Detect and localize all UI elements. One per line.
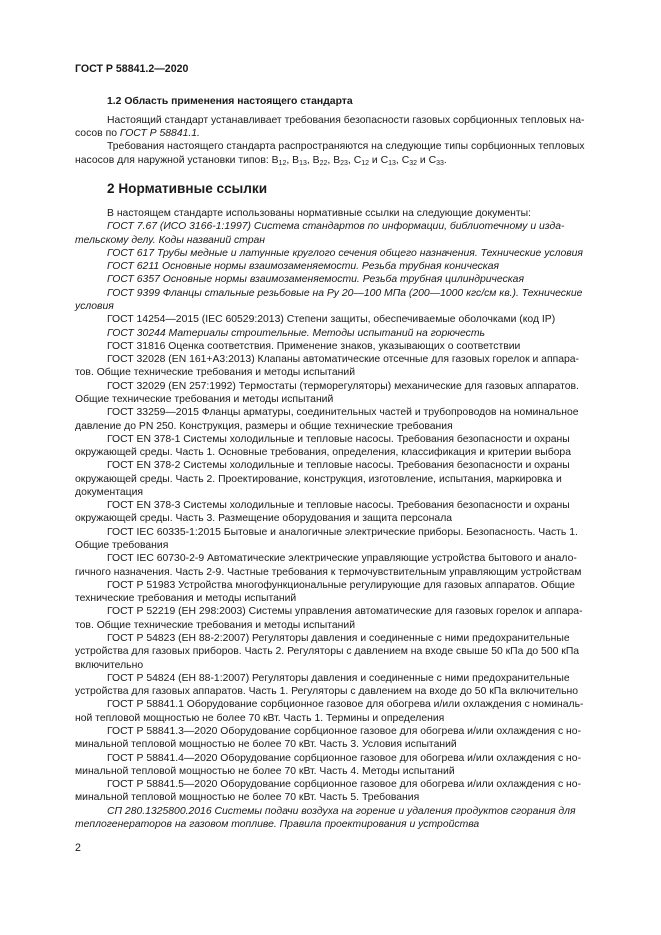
reference-line: тов. Общие технические требования и методы испытаний: [75, 367, 356, 379]
appliance-type-subscript: 12: [278, 160, 287, 167]
reference-line: ГОСТ Р 58841.3—2020 Оборудование сорбционное газовое для обогрева и/или охлаждения с но-: [107, 725, 582, 737]
reference-line: ГОСТ IEC 60730-2-9 Автоматические электрические управляющие устройства бытового и анало-: [107, 553, 577, 565]
reference-line: ГОСТ 31816 Оценка соответствия. Применение знаков, указывающих о соответствии: [107, 340, 521, 352]
document-header-code: ГОСТ Р 58841.2—2020: [75, 63, 189, 75]
reference-line: ГОСТ 617 Трубы медные и латунные круглого сечения общего назначения. Технические условия: [107, 247, 583, 259]
appliance-type-separator: ,: [306, 155, 313, 166]
appliance-type-separator: ,: [347, 155, 354, 166]
reference-line: ГОСТ Р 51983 Устройства многофункциональные регулирующие для газовых аппаратов. Общие: [107, 579, 575, 591]
reference-line: ГОСТ Р 54824 (ЕН 88-1:2007) Регуляторы давления и соединенные с ними предохранительные: [107, 672, 570, 684]
reference-line: окружающей среды. Часть 1. Основные требования, определения, классификация и критерии выбора: [75, 447, 571, 458]
reference-line: минальной тепловой мощностью не более 70 кВт. Часть 3. Условия испытаний: [75, 739, 457, 751]
appliance-type-separator: ,: [327, 155, 334, 166]
scope-paragraph-2-line-1: Требования настоящего стандарта распространяются на следующие типы сорбционных тепловых: [107, 141, 585, 152]
reference-line: В настоящем стандарте использованы нормативные ссылки на следующие документы:: [107, 208, 531, 219]
reference-line: минальной тепловой мощностью не более 70 кВт. Часть 4. Методы испытаний: [75, 765, 455, 777]
reference-line: окружающей среды. Часть 3. Размещение оборудования и защита персонала: [75, 513, 453, 525]
section-2-title: 2 Нормативные ссылки: [107, 181, 268, 196]
reference-line: тельскому делу. Коды названий стран: [75, 234, 265, 246]
appliance-type: [292, 155, 313, 166]
appliance-type-letter: C: [380, 155, 389, 166]
reference-line: тов. Общие технические требования и методы испытаний: [75, 619, 356, 631]
appliance-type: [402, 155, 429, 166]
reference-line: Общие технические требования и методы испытаний: [75, 393, 334, 405]
appliance-type-separator: ,: [286, 155, 293, 166]
reference-line: СП 280.1325800.2016 Системы подачи воздуха на горение и удаления продуктов сгорания для: [107, 805, 576, 817]
appliance-type-subscript: 32: [409, 160, 417, 167]
reference-line: теплогенераторов на газовом топливе. Правила проектирования и устройства: [75, 818, 480, 830]
appliance-type: [313, 155, 334, 166]
appliance-type: [272, 155, 293, 166]
reference-line: документация: [75, 486, 144, 498]
reference-line: Общие требования: [75, 540, 169, 551]
reference-line: устройства для газовых аппаратов. Часть 1. Регуляторы с давлением на входе до 50 кПа включительно: [75, 686, 579, 698]
appliance-type: [354, 155, 381, 166]
reference-line: ГОСТ 6211 Основные нормы взаимозаменяемости. Резьба трубная коническая: [107, 261, 500, 273]
appliance-type-subscript: 12: [361, 160, 370, 167]
section-1-2-title: 1.2 Область применения настоящего стандарта: [107, 96, 353, 107]
scope-paragraph-1-line-2: [75, 128, 200, 140]
appliance-type-letter: C: [401, 155, 410, 166]
appliance-type-subscript: 13: [388, 160, 396, 167]
reference-line: ГОСТ Р 58841.5—2020 Оборудование сорбционное газовое для обогрева и/или охлаждения с но-: [107, 779, 582, 790]
reference-line: давление до PN 250. Конструкция, размеры и общие технические требования: [75, 420, 453, 432]
reference-line: устройства для газовых приборов. Часть 2. Регуляторы с давлением на входе свыше 50 кПа до 500 кПа: [75, 646, 580, 658]
reference-line: ГОСТ 14254—2015 (IEC 60529:2013) Степени защиты, обеспечиваемые оболочками (код IP): [107, 314, 556, 326]
appliance-type-subscript: 33: [436, 160, 444, 167]
reference-line: ГОСТ 32028 (EN 161+A3:2013) Клапаны автоматические отсечные для газовых горелок и аппара-: [107, 354, 580, 366]
appliance-type-letter: C: [428, 155, 437, 166]
appliance-type-letter: C: [353, 155, 362, 166]
appliance-type-subscript: 23: [340, 160, 348, 167]
appliance-type: [381, 155, 402, 166]
reference-line: гичного назначения. Часть 2-9. Частные требования к термочувствительным управляющим устройствам: [75, 566, 582, 578]
scope-paragraph-2-line-2: [75, 155, 447, 167]
appliance-type-separator: и: [369, 155, 381, 166]
appliance-type: [429, 155, 447, 166]
reference-line: ГОСТ 7.67 (ИСО 3166-1:1997) Система стандартов по информации, библиотечному и изда-: [107, 221, 565, 233]
reference-line: ГОСТ 32029 (EN 257:1992) Термостаты (терморегуляторы) механические для газовых аппаратов.: [107, 380, 579, 392]
reference-line: ГОСТ 9399 Фланцы стальные резьбовые на Py 20—100 МПа (200—1000 кгс/см кв.). Технические: [107, 287, 583, 299]
appliance-type-letter: B: [333, 155, 341, 166]
reference-line: ГОСТ IEC 60335-1:2015 Бытовые и аналогичные электрические приборы. Безопасность. Часть 1.: [107, 526, 578, 538]
reference-line: окружающей среды. Часть 2. Проектирование, конструкция, изготовление, испытания, маркировка и: [75, 473, 562, 485]
reference-line: ГОСТ Р 54823 (ЕН 88-2:2007) Регуляторы давления и соединенные с ними предохранительные: [107, 633, 570, 644]
reference-line: включительно: [75, 659, 144, 671]
scope-text: сосов по: [75, 128, 120, 139]
scope-types-text: насосов для наружной установки типов:: [75, 155, 272, 166]
appliance-type-subscript: 13: [299, 160, 307, 167]
reference-line: ГОСТ 33259—2015 Фланцы арматуры, соединительных частей и трубопроводов на номинальное: [107, 407, 579, 419]
reference-line: минальной тепловой мощностью не более 70 кВт. Часть 5. Требования: [75, 792, 420, 804]
reference-line: ГОСТ EN 378-1 Системы холодильные и тепловые насосы. Требования безопасности и охраны: [107, 433, 570, 445]
reference-line: ГОСТ 30244 Материалы строительные. Методы испытаний на горючесть: [107, 327, 485, 339]
reference-line: ГОСТ Р 52219 (ЕН 298:2003) Системы управления автоматические для газовых горелок и аппара-: [107, 606, 583, 618]
appliance-type-letter: B: [271, 155, 279, 166]
appliance-type-separator: и: [417, 155, 429, 166]
page-number: 2: [75, 842, 81, 854]
reference-line: ной тепловой мощностью не более 70 кВт. Часть 1. Термины и определения: [75, 712, 445, 724]
appliance-type: [333, 155, 354, 166]
reference-line: ГОСТ Р 58841.1 Оборудование сорбционное газовое для обогрева и/или охлаждения с номиналь-: [107, 699, 584, 711]
appliance-type-letter: B: [312, 155, 320, 166]
reference-line: технические требования и методы испытаний: [75, 593, 297, 605]
appliance-type-separator: ,: [395, 155, 402, 166]
scope-reference-link: ГОСТ Р 58841.1.: [119, 128, 200, 139]
reference-line: условия: [75, 301, 114, 312]
appliance-type-separator: .: [443, 155, 447, 166]
reference-line: ГОСТ Р 58841.4—2020 Оборудование сорбционное газовое для обогрева и/или охлаждения с но-: [107, 752, 582, 764]
appliance-types-list: [272, 155, 447, 166]
appliance-type-letter: B: [292, 155, 300, 166]
reference-line: ГОСТ EN 378-2 Системы холодильные и тепловые насосы. Требования безопасности и охраны: [107, 460, 570, 472]
scope-paragraph-1-line-1: Настоящий стандарт устанавливает требования безопасности газовых сорбционных тепловых на-: [107, 115, 585, 126]
appliance-type-subscript: 22: [319, 160, 328, 167]
reference-line: ГОСТ 6357 Основные нормы взаимозаменяемости. Резьба трубная цилиндрическая: [107, 274, 525, 286]
reference-line: ГОСТ EN 378-3 Системы холодильные и тепловые насосы. Требования безопасности и охраны: [107, 500, 570, 512]
